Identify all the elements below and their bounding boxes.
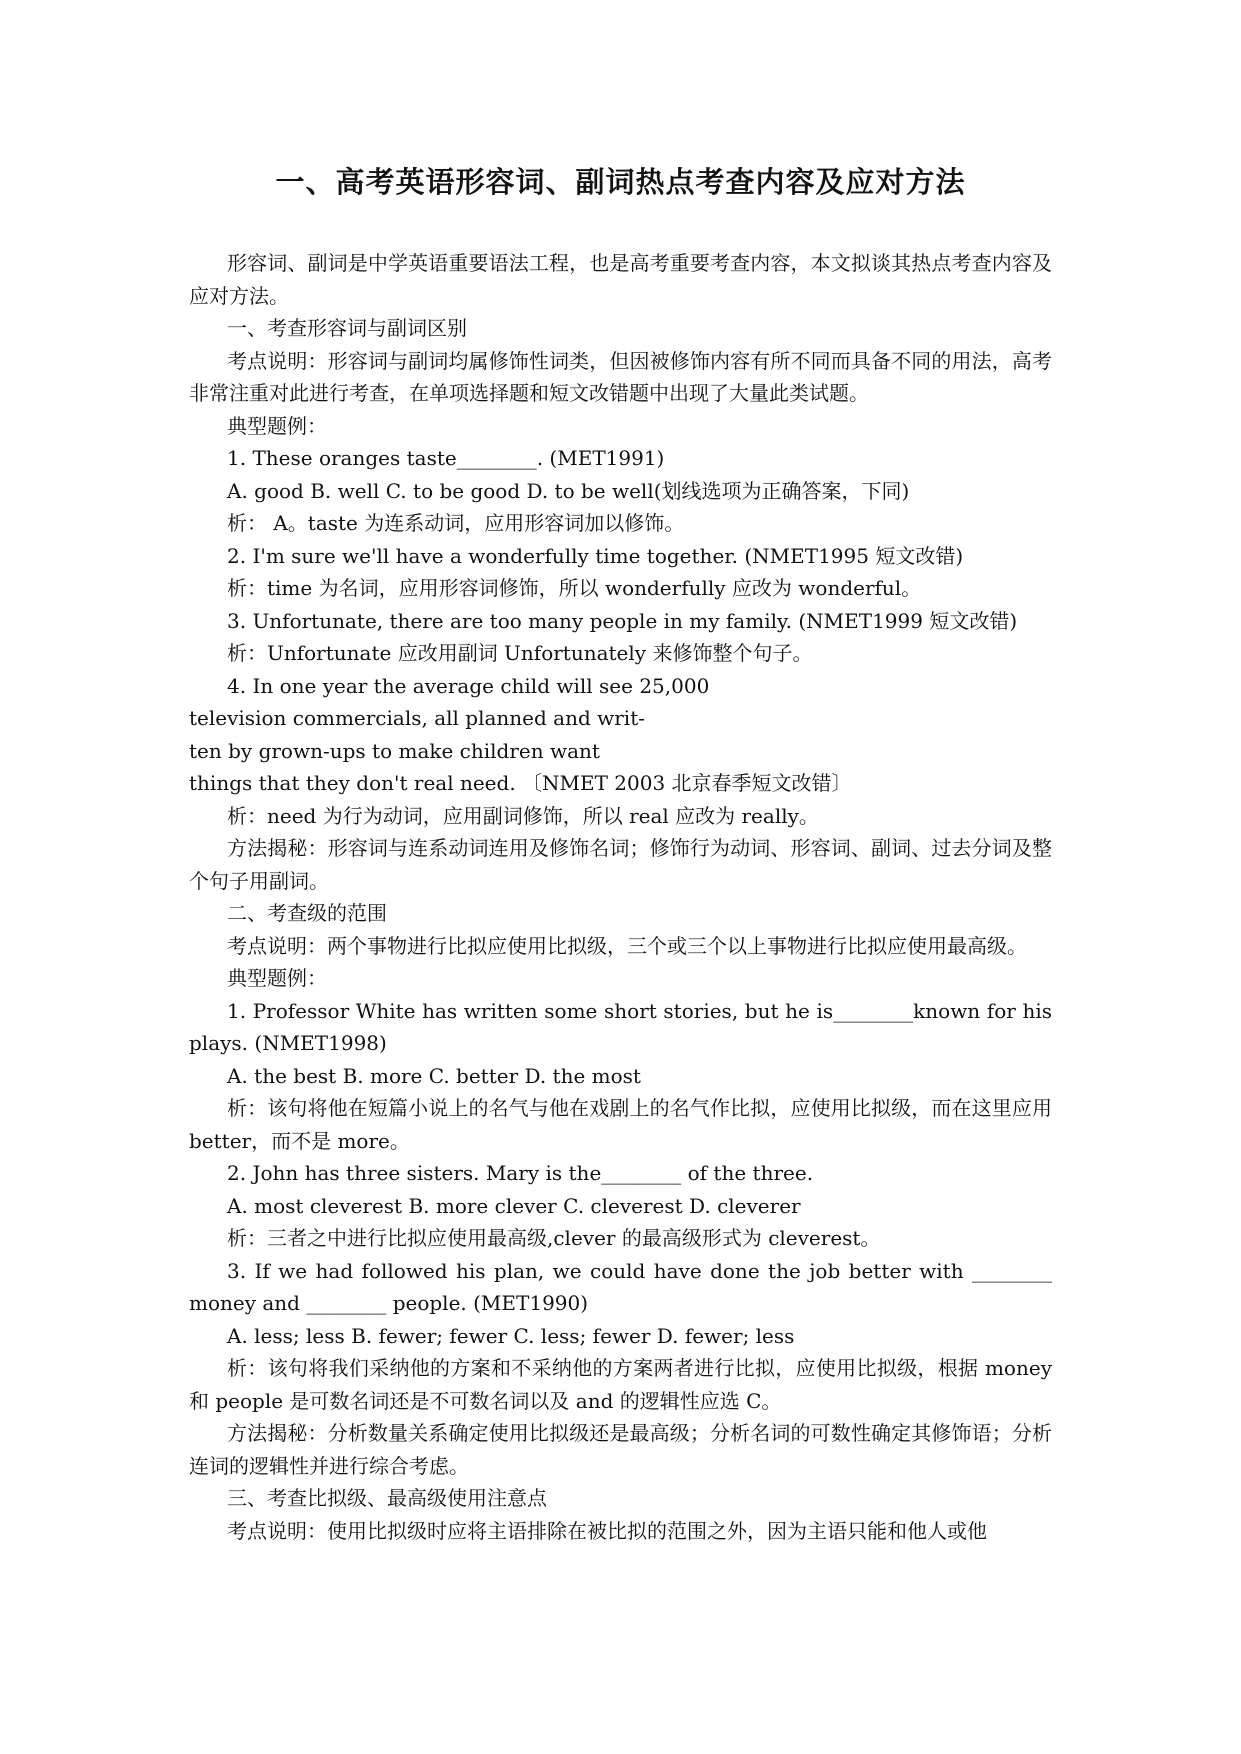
analysis: 析：need 为行为动词，应用副词修饰，所以 real 应改为 really。 [227,803,819,828]
question: 3. Unfortunate, there are too many people in my family. (NMET1999 短文改错) [227,608,1018,633]
page-title: 一、高考英语形容词、副词热点考查内容及应对方法 [275,165,966,199]
analysis: 析：该句将我们采纳他的方案和不采纳他的方案两者进行比拟，应使用比拟级，根据 money 和 people 是可数名词还是不可数名词以及 and 的逻辑性应选 C。 [189,1356,1052,1413]
options: A. good B. well C. to be good D. to be well(划线选项为正确答案，下同) [227,478,910,503]
analysis: 析：三者之中进行比拟应使用最高级,clever 的最高级形式为 cleverest。 [227,1226,881,1250]
question: 1. Professor White has written some short stories, but he is________known for his plays. (NMET1998) [189,998,1052,1055]
paragraph: 典型题例： [227,413,327,438]
question: 3. If we had followed his plan, we could have done the job better with ________ money and ________ people. (MET1990) [189,1258,1052,1315]
question-line: ten by grown-ups to make children want [189,738,600,763]
section-heading: 三、考查比拟级、最高级使用注意点 [227,1486,547,1510]
method-summary: 方法揭秘：分析数量关系确定使用比拟级还是最高级；分析名词的可数性确定其修饰语；分析连词的逻辑性并进行综合考虑。 [189,1421,1052,1478]
options: A. the best B. more C. better D. the most [227,1063,641,1088]
question-line: things that they don't real need. 〔NMET 2003 北京春季短文改错〕 [189,771,852,795]
options: A. most cleverest B. more clever C. cleverest D. cleverer [227,1193,801,1218]
question-line: television commercials, all planned and writ- [189,706,645,730]
analysis: 析：Unfortunate 应改用副词 Unfortunately 来修饰整个句子。 [227,641,813,665]
paragraph: 考点说明：使用比拟级时应将主语排除在被比拟的范围之外，因为主语只能和他人或他 [227,1518,987,1543]
document-body [189,247,1052,1547]
section-heading: 一、考查形容词与副词区别 [227,316,467,340]
analysis: 析： A。taste 为连系动词，应用形容词加以修饰。 [227,511,685,535]
paragraph: 考点说明：形容词与副词均属修饰性词类，但因被修饰内容有所不同而具备不同的用法，高考非常注重对此进行考查，在单项选择题和短文改错题中出现了大量此类试题。 [189,348,1052,405]
question: 2. John has three sisters. Mary is the________ of the three. [227,1161,814,1185]
question: 2. I'm sure we'll have a wonderfully time together. (NMET1995 短文改错) [227,543,964,568]
section-heading: 二、考查级的范围 [227,901,387,925]
analysis: 析：time 为名词，应用形容词修饰，所以 wonderfully 应改为 wonderful。 [227,576,922,600]
question: 1. These oranges taste________. (MET1991) [227,446,665,470]
paragraph: 典型题例： [227,966,327,990]
question-line: 4. In one year the average child will see 25,000 [227,673,710,698]
analysis: 析：该句将他在短篇小说上的名气与他在戏剧上的名气作比拟，应使用比拟级，而在这里应用 better，而不是 more。 [189,1096,1052,1153]
method-summary: 方法揭秘：形容词与连系动词连用及修饰名词；修饰行为动词、形容词、副词、过去分词及整个句子用副词。 [189,836,1052,893]
options: A. less; less B. fewer; fewer C. less; fewer D. fewer; less [227,1323,795,1348]
paragraph: 形容词、副词是中学英语重要语法工程，也是高考重要考查内容，本文拟谈其热点考查内容及应对方法。 [189,251,1052,308]
paragraph: 考点说明：两个事物进行比拟应使用比拟级，三个或三个以上事物进行比拟应使用最高级。 [227,933,1027,958]
